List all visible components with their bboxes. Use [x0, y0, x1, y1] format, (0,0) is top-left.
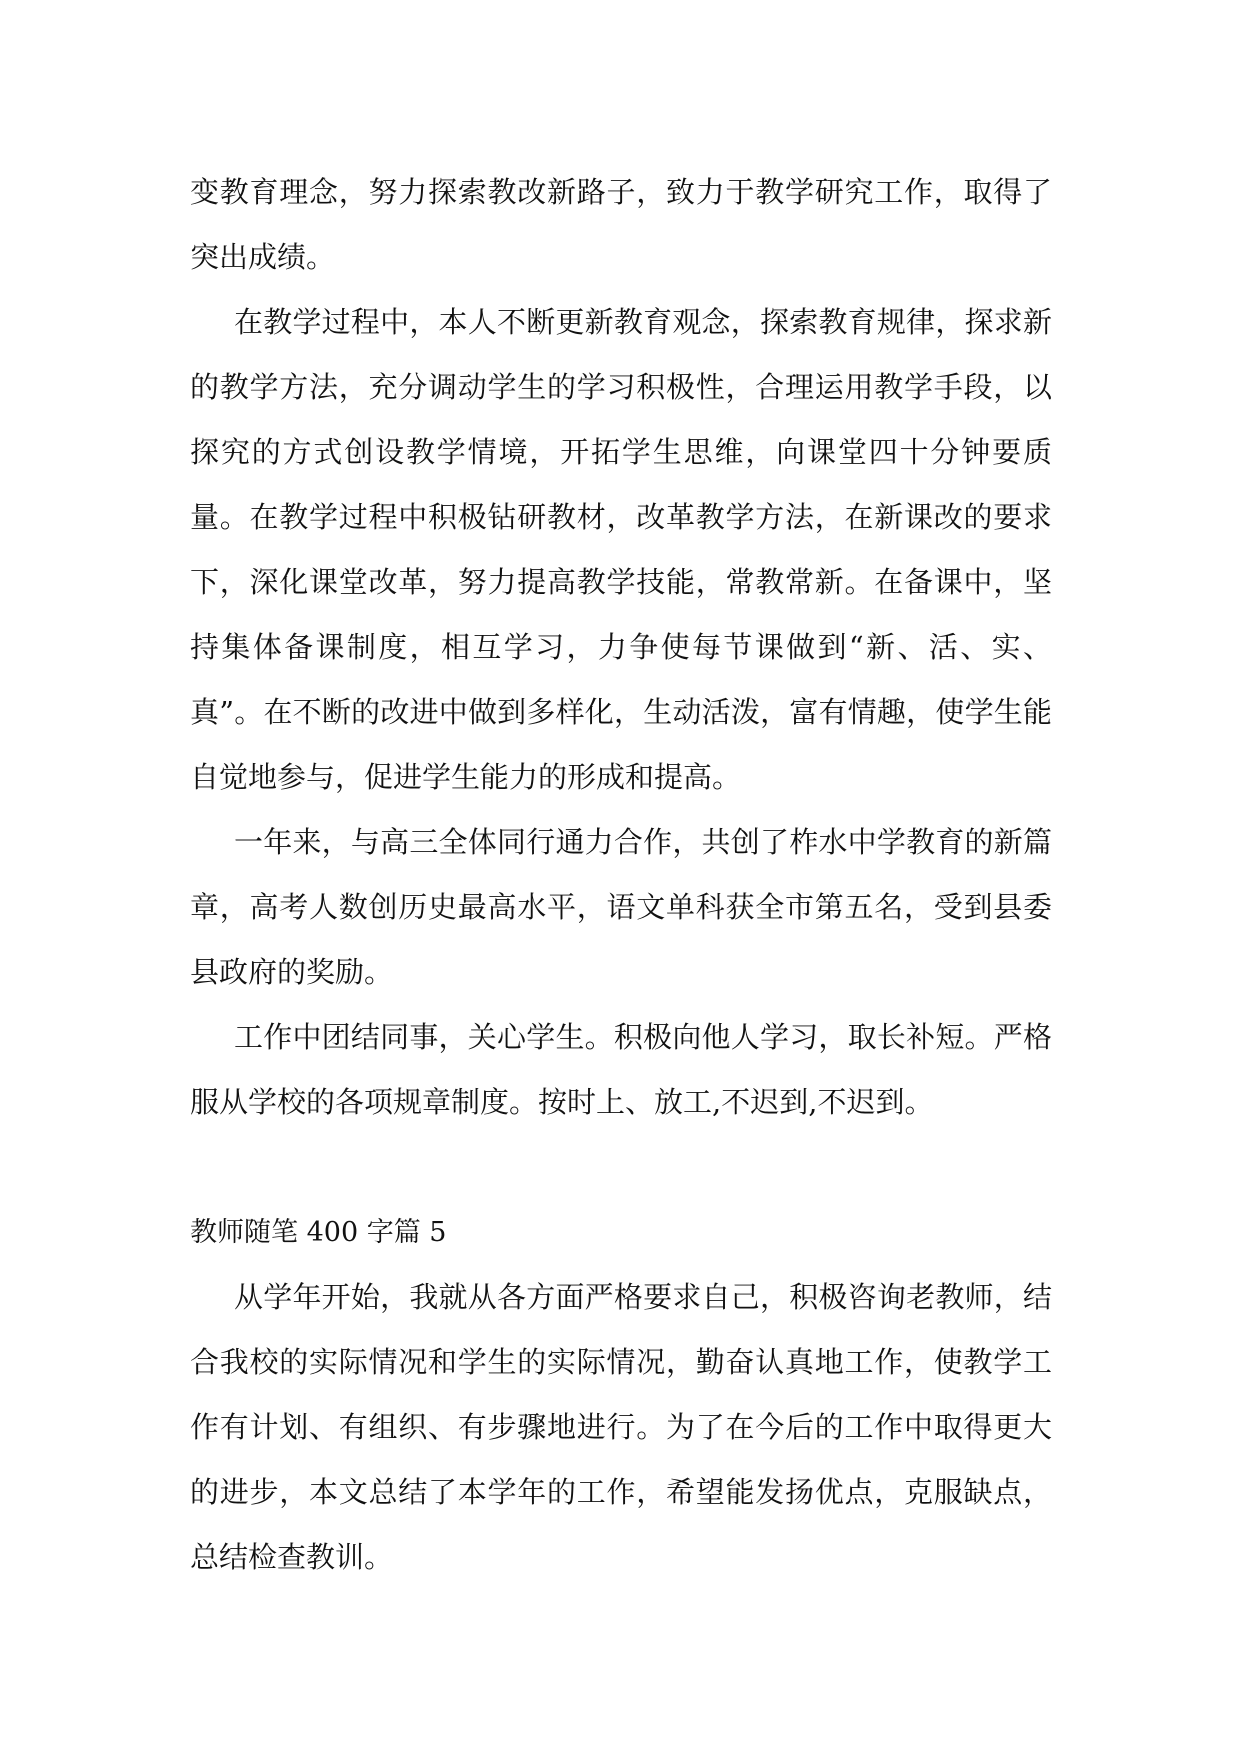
paragraph-year-results: 一年来，与高三全体同行通力合作，共创了柞水中学教育的新篇章，高考人数创历史最高水平，语文单科获全市第五名，受到县委县政府的奖励。	[190, 825, 1052, 989]
document-body	[190, 160, 1052, 1590]
paragraph-continued: 变教育理念，努力探索教改新路子，致力于教学研究工作，取得了突出成绩。	[190, 175, 1052, 274]
paragraph-work-attitude: 工作中团结同事，关心学生。积极向他人学习，取长补短。严格服从学校的各项规章制度。按时上、放工,不迟到,不迟到。	[190, 1020, 1052, 1119]
paragraph-teaching-process: 在教学过程中，本人不断更新教育观念，探索教育规律，探求新的教学方法，充分调动学生的学习积极性，合理运用教学手段，以探究的方式创设教学情境，开拓学生思维，向课堂四十分钟要质量。在教学过程中积极钻研教材，改革教学方法，在新课改的要求下，深化课堂改革，努力提高教学技能，常教常新。在备课中，坚持集体备课制度，相互学习，力争使每节课做到“新、活、实、真”。在不断的改进中做到多样化，生动活泼，富有情趣，使学生能自觉地参与，促进学生能力的形成和提高。	[190, 305, 1052, 794]
section-heading: 教师随笔 400 字篇 5	[190, 1217, 447, 1248]
paragraph-year-start: 从学年开始，我就从各方面严格要求自己，积极咨询老教师，结合我校的实际情况和学生的实际情况，勤奋认真地工作，使教学工作有计划、有组织、有步骤地进行。为了在今后的工作中取得更大的进步，本文总结了本学年的工作，希望能发扬优点，克服缺点，总结检查教训。	[190, 1280, 1052, 1574]
